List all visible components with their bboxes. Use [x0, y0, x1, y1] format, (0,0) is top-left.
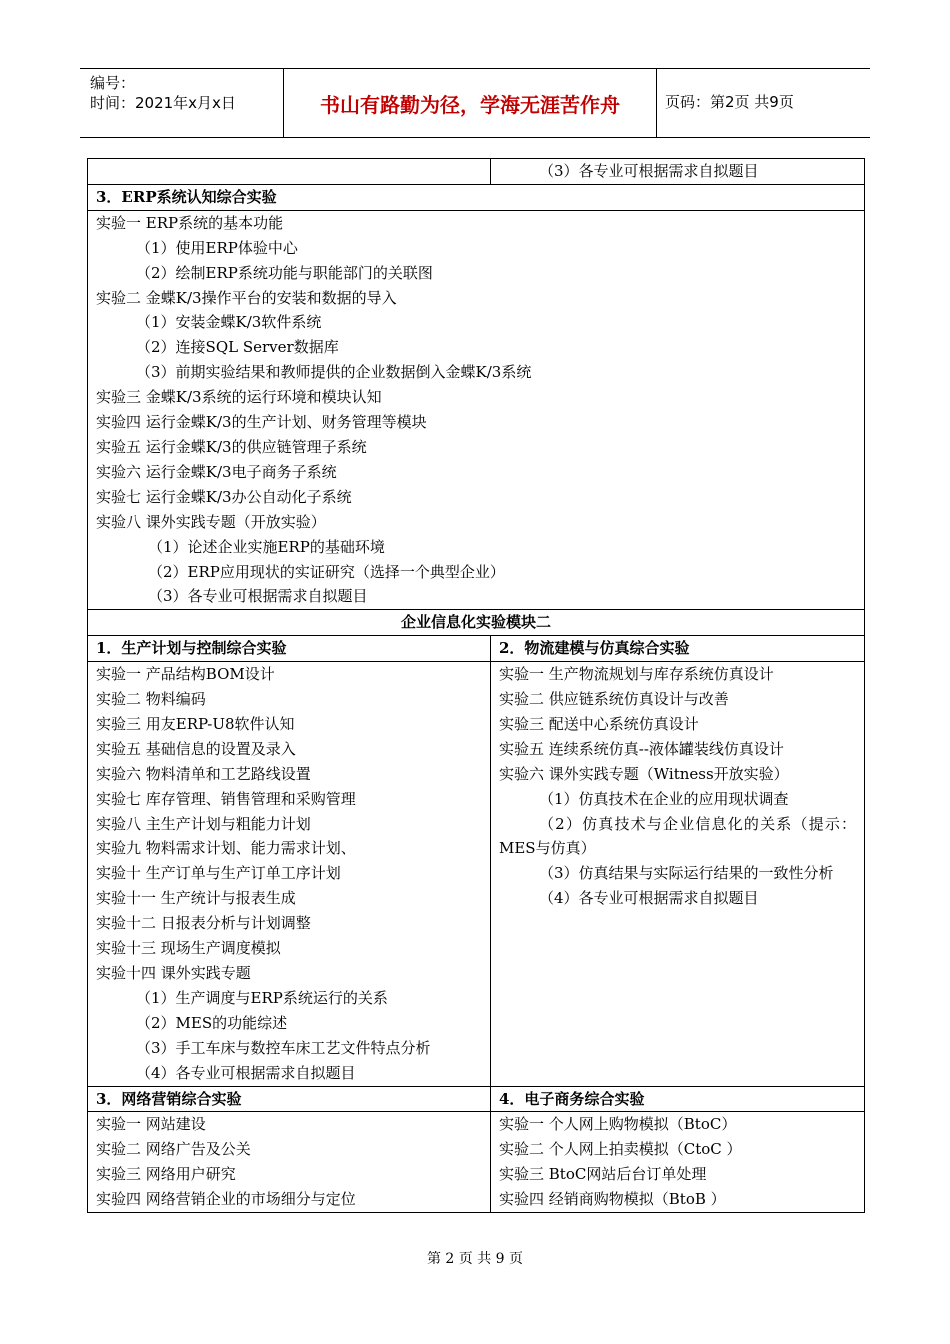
list-item: 实验十二 日报表分析与计划调整 — [96, 914, 311, 933]
list-item: 实验三 金蝶K/3系统的运行环境和模块认知 — [96, 388, 382, 407]
list-item: 实验八 课外实践专题（开放实验） — [96, 512, 326, 531]
list-item: （1）生产调度与ERP系统运行的关系 — [136, 988, 388, 1007]
list-item: 实验八 主生产计划与粗能力计划 — [96, 814, 311, 833]
page-footer: 第 2 页 共 9 页 — [426, 1251, 524, 1267]
list-item: （2）绘制ERP系统功能与职能部门的关联图 — [136, 263, 433, 282]
list-item: 实验二 供应链系统仿真设计与改善 — [499, 690, 729, 709]
list-item: 实验二 网络广告及公关 — [96, 1140, 251, 1159]
list-item: （3）手工车床与数控车床工艺文件特点分析 — [136, 1038, 431, 1057]
list-paragraph: （3）仿真结果与实际运行结果的一致性分析 — [539, 864, 834, 883]
list-item: 实验六 物料清单和工艺路线设置 — [96, 764, 311, 783]
list-item: 实验七 运行金蝶K/3办公自动化子系统 — [96, 487, 352, 506]
list-item: 实验三 网络用户研究 — [96, 1165, 236, 1184]
list-item: 实验六 课外实践专题（Witness开放实验） — [499, 764, 789, 783]
list-item: （4）各专业可根据需求自拟题目 — [136, 1063, 356, 1082]
top-right-cell: （3）各专业可根据需求自拟题目 — [491, 159, 865, 185]
logistics-title: 2．物流建模与仿真综合实验 — [491, 636, 865, 662]
time-label: 时间：2021年x月x日 — [90, 94, 236, 112]
list-item: 实验一 生产物流规划与库存系统仿真设计 — [499, 665, 774, 684]
list-item: 实验六 运行金蝶K/3电子商务子系统 — [96, 462, 337, 481]
list-item: （1）安装金蝶K/3软件系统 — [136, 313, 322, 332]
list-item: 实验五 基础信息的设置及录入 — [96, 739, 296, 758]
top-row — [88, 159, 865, 185]
list-item: （2）连接SQL Server数据库 — [136, 338, 339, 357]
list-item: 实验一 个人网上购物模拟（BtoC） — [499, 1115, 737, 1134]
list-item: 实验十一 生产统计与报表生成 — [96, 889, 296, 908]
list-item: 实验四 运行金蝶K/3的生产计划、财务管理等模块 — [96, 413, 427, 432]
list-item: 实验四 网络营销企业的市场细分与定位 — [96, 1190, 356, 1209]
ecommerce-title: 4．电子商务综合实验 — [491, 1086, 865, 1112]
ecommerce-body — [491, 1112, 865, 1213]
list-item: 实验四 经销商购物模拟（BtoB ） — [499, 1190, 726, 1209]
list-paragraph: （2）仿真技术与企业信息化的关系（提示：MES与仿真） — [499, 814, 856, 858]
page-info: 页码：第2页 共9页 — [665, 93, 794, 111]
logistics-body — [491, 662, 865, 1086]
motto: 书山有路勤为径，学海无涯苦作舟 — [283, 69, 657, 137]
list-item: 实验二 个人网上拍卖模拟（CtoC ） — [499, 1140, 742, 1159]
marketing-title: 3．网络营销综合实验 — [88, 1086, 491, 1112]
list-item: 实验五 运行金蝶K/3的供应链管理子系统 — [96, 437, 367, 456]
list-item: （1）使用ERP体验中心 — [136, 238, 298, 257]
list-item: 实验一 网站建设 — [96, 1115, 206, 1134]
list-item: 实验二 物料编码 — [96, 690, 206, 709]
list-item: （3）前期实验结果和教师提供的企业数据倒入金蝶K/3系统 — [136, 363, 532, 382]
production-body — [88, 662, 491, 1086]
list-item: 实验一 ERP系统的基本功能 — [96, 213, 284, 232]
list-item: 实验三 用友ERP-U8软件认知 — [96, 714, 295, 733]
erp-title: 3．ERP系统认知综合实验 — [88, 184, 865, 210]
list-item: （3）各专业可根据需求自拟题目 — [148, 587, 368, 606]
list-item: 实验七 库存管理、销售管理和采购管理 — [96, 789, 356, 808]
list-item: 实验三 配送中心系统仿真设计 — [499, 714, 699, 733]
list-item: 实验三 BtoC网站后台订单处理 — [499, 1165, 707, 1184]
list-item: （2）ERP应用现状的实证研究（选择一个典型企业） — [148, 562, 505, 581]
list-item: （2）MES的功能综述 — [136, 1013, 288, 1032]
module2-title: 企业信息化实验模块二 — [88, 610, 865, 636]
list-item: 实验二 金蝶K/3操作平台的安装和数据的导入 — [96, 288, 397, 307]
list-item: 实验五 连续系统仿真--液体罐装线仿真设计 — [499, 739, 784, 758]
list-paragraph: （4）各专业可根据需求自拟题目 — [539, 889, 759, 908]
list-item: 实验十四 课外实践专题 — [96, 964, 251, 982]
list-item: 实验十 生产订单与生产订单工序计划 — [96, 864, 341, 883]
page-header — [80, 68, 870, 138]
experiment-table — [87, 158, 865, 1213]
list-item: 实验一 产品结构BOM设计 — [96, 665, 275, 684]
header-left — [90, 73, 280, 113]
list-item: 实验九 物料需求计划、能力需求计划、 — [96, 839, 356, 858]
list-item: （1）论述企业实施ERP的基础环境 — [148, 537, 385, 556]
list-item: 实验十三 现场生产调度模拟 — [96, 939, 281, 958]
erp-body — [88, 210, 865, 610]
top-left-cell — [88, 159, 491, 185]
number-label: 编号： — [90, 74, 136, 92]
production-title: 1．生产计划与控制综合实验 — [88, 636, 491, 662]
list-paragraph: （1）仿真技术在企业的应用现状调查 — [539, 789, 789, 808]
marketing-body — [88, 1112, 491, 1213]
